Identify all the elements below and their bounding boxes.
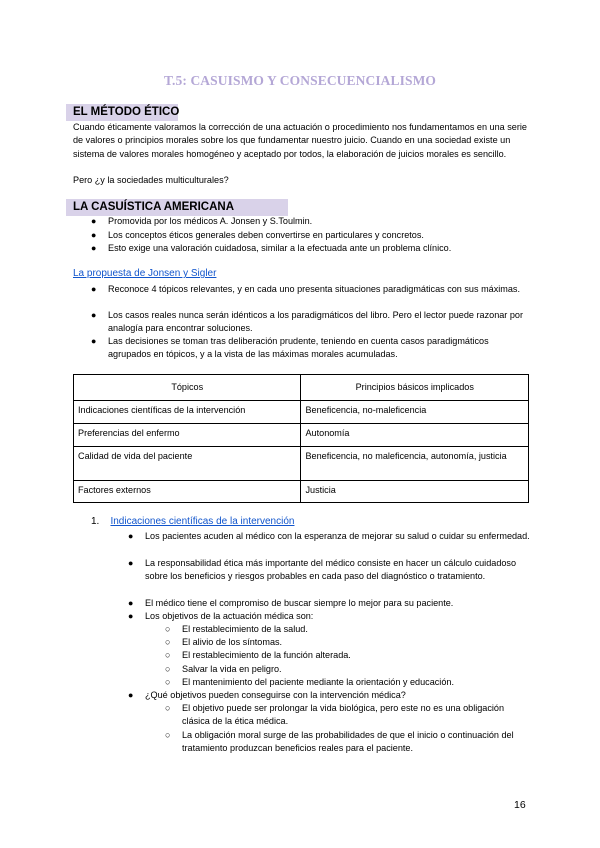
list-item: ● Promovida por los médicos A. Jonsen y S.Toulmin. [108, 215, 528, 228]
sub-list-item: ○ El restablecimiento de la función alterada. [182, 649, 527, 662]
table-cell: Factores externos [74, 481, 301, 503]
table-row [74, 447, 529, 481]
bullet-marker: ● [91, 230, 97, 240]
sub-list-item: ○ La obligación moral surge de las probabilidades de que el inicio o continuación del tratamiento produzcan beneficios reales para el paciente. [165, 730, 514, 754]
list-item: ● Los conceptos éticos generales deben convertirse en particulares y concretos. [108, 229, 528, 242]
bullet-marker: ● [128, 598, 134, 608]
list-item: ● La responsabilidad ética más importante del médico consiste en hacer un cálculo cuidadoso sobre los beneficios y riesgos probables en cada paso del diagnóstico o tratamiento. [128, 558, 517, 582]
bullet-marker: ● [128, 531, 134, 541]
list-number: 1. [91, 516, 100, 527]
table-header-cell: Tópicos [74, 375, 301, 401]
sub-list-item: ○ El mantenimiento del paciente mediante la orientación y educación. [182, 676, 527, 689]
table-cell: Autonomía [301, 424, 529, 447]
sub-list-item: ○ El restablecimiento de la salud. [182, 623, 527, 636]
list-item: ● Esto exige una valoración cuidadosa, similar a la efectuada ante un problema clínico. [108, 242, 528, 255]
list-item: ● ¿Qué objetivos pueden conseguirse con la intervención médica? [145, 689, 530, 702]
bullet-marker: ● [128, 611, 134, 621]
document-title: T.5: CASUISMO Y CONSECUENCIALISMO [163, 73, 437, 88]
bullet-marker: ● [91, 243, 97, 253]
list-item: ● Las decisiones se toman tras deliberación prudente, teniendo en cuenta casos paradigmáticos agrupados en tópicos, y a la vista de las máximas morales acumuladas. [91, 336, 489, 360]
sub-bullet-marker: ○ [165, 677, 171, 687]
bullet-marker: ● [91, 310, 97, 320]
sub-bullet-marker: ○ [165, 650, 171, 660]
sub-list-item: ○ El objetivo puede ser prolongar la vida biológica, pero este no es una obligación clásica de la ética médica. [165, 703, 505, 727]
heading-metodo-etico: EL MÉTODO ÉTICO [73, 106, 180, 118]
bullet-marker: ● [91, 216, 97, 226]
sub-bullet-marker: ○ [165, 637, 171, 647]
bullet-marker: ● [128, 690, 134, 700]
table-cell: Preferencias del enfermo [74, 424, 301, 447]
heading-casuistica-americana: LA CASUÍSTICA AMERICANA [73, 201, 234, 213]
sub-list-item: ○ Salvar la vida en peligro. [182, 663, 527, 676]
sub-bullet-marker: ○ [165, 730, 171, 740]
bullet-marker: ● [91, 336, 97, 346]
numbered-heading [91, 516, 294, 527]
list-item: ● Reconoce 4 tópicos relevantes, y en cada uno presenta situaciones paradigmáticas con sus máximas. [108, 283, 528, 296]
paragraph-multicultural: Pero ¿y la sociedades multiculturales? [73, 175, 229, 185]
list-item: ● El médico tiene el compromiso de buscar siempre lo mejor para su paciente. [145, 597, 530, 610]
table-cell: Indicaciones científicas de la intervención [74, 401, 301, 424]
table-cell: Beneficencia, no-maleficencia [301, 401, 529, 424]
bullet-marker: ● [128, 558, 134, 568]
sub-bullet-marker: ○ [165, 664, 171, 674]
heading-indicaciones: Indicaciones científicas de la intervención [110, 516, 295, 527]
table-header-cell: Principios básicos implicados [301, 375, 529, 401]
table-cell: Beneficencia, no maleficencia, autonomía, justicia [301, 447, 529, 481]
sub-bullet-marker: ○ [165, 624, 171, 634]
table-row [74, 401, 529, 424]
page-number: 16 [514, 799, 526, 811]
paragraph-metodo: Cuando éticamente valoramos la corrección de una actuación o procedimiento nos fundamentamos en una serie de valores o principios morales sobre los que fundamentar nuestro juicio. Cuando en una sociedad existe un sistema de valores morales homogéneo y aceptado por todos, la elaboración de juicios morales es sencillo. [73, 122, 527, 159]
subheading-jonsen-sigler: La propuesta de Jonsen y Sigler [73, 268, 217, 279]
topics-table [73, 374, 529, 503]
table-row [74, 424, 529, 447]
list-item: ● Los pacientes acuden al médico con la esperanza de mejorar su salud o cuidar su enfermedad. [145, 530, 530, 543]
table-cell: Calidad de vida del paciente [74, 447, 301, 481]
sub-list-item: ○ El alivio de los síntomas. [182, 636, 527, 649]
table-cell: Justicia [301, 481, 529, 503]
sub-bullet-marker: ○ [165, 703, 171, 713]
list-item: ● Los casos reales nunca serán idénticos a los paradigmáticos del libro. Pero el lector puede razonar por analogía para encontrar soluciones. [91, 310, 524, 334]
list-item: ● Los objetivos de la actuación médica son: [145, 610, 530, 623]
table-header-row [74, 375, 529, 401]
bullet-marker: ● [91, 284, 97, 294]
table-row [74, 481, 529, 503]
